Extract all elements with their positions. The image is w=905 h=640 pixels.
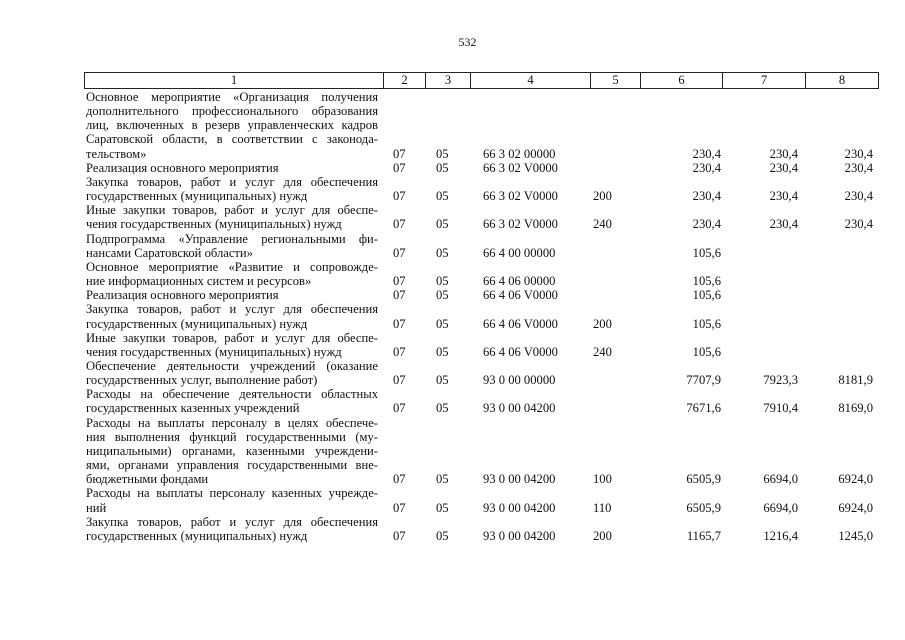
row-description: [86, 175, 378, 203]
cell-col-6: 7707,9: [686, 373, 721, 388]
row-description: [86, 387, 378, 415]
cell-col-2: 07: [393, 344, 406, 359]
cell-col-4: 66 4 00 00000: [483, 245, 556, 260]
table-row: [86, 161, 873, 175]
table-row: [86, 359, 873, 387]
description-line: Иные закупки товаров, работ и услуг для обеспе-: [86, 330, 378, 345]
cell-col-4: 66 4 06 V0000: [483, 344, 558, 359]
cell-col-7: 7910,4: [763, 401, 798, 416]
cell-col-3: 05: [436, 288, 449, 303]
cell-col-6: 105,6: [692, 288, 721, 303]
description-line: Иные закупки товаров, работ и услуг для обеспе-: [86, 203, 378, 218]
cell-col-5: 240: [593, 217, 612, 232]
description-line: ниципальными) органами, казенными учреждени-: [86, 443, 378, 458]
table-row: [86, 515, 873, 543]
cell-col-7: 230,4: [769, 160, 798, 175]
cell-col-7: 7923,3: [763, 373, 798, 388]
description-line: Подпрограмма «Управление региональными фи-: [86, 231, 378, 246]
cell-col-4: 93 0 00 04200: [483, 472, 556, 487]
cell-col-5: 200: [593, 189, 612, 204]
row-description: [86, 288, 378, 302]
description-line: Закупка товаров, работ и услуг для обеспечения: [86, 514, 378, 529]
header-col-1: 1: [230, 73, 238, 87]
cell-col-4: 93 0 00 04200: [483, 401, 556, 416]
cell-col-6: 105,6: [692, 274, 721, 289]
row-description: [86, 90, 378, 161]
description-line: тельством»: [86, 146, 147, 161]
description-line: Обеспечение деятельности учреждений (оказание: [86, 358, 378, 373]
description-line: государственных казенных учреждений: [86, 401, 300, 416]
table-body: [86, 90, 873, 543]
cell-col-8: 6924,0: [838, 500, 873, 515]
cell-col-3: 05: [436, 344, 449, 359]
cell-col-2: 07: [393, 146, 406, 161]
header-col-2: 2: [383, 73, 425, 88]
row-description: [86, 416, 378, 487]
cell-col-6: 1165,7: [686, 528, 721, 543]
cell-col-4: 66 3 02 V0000: [483, 217, 558, 232]
description-line: Реализация основного мероприятия: [86, 160, 279, 175]
cell-col-2: 07: [393, 401, 406, 416]
cell-col-2: 07: [393, 189, 406, 204]
description-line: чения государственных (муниципальных) нужд: [86, 217, 342, 232]
cell-col-2: 07: [393, 500, 406, 515]
cell-col-7: 1216,4: [763, 528, 798, 543]
row-description: [86, 203, 378, 231]
description-line: бюджетными фондами: [86, 472, 209, 487]
header-col-3: 3: [425, 73, 470, 88]
cell-col-3: 05: [436, 373, 449, 388]
cell-col-2: 07: [393, 373, 406, 388]
header-col-8: 8: [805, 73, 878, 88]
cell-col-7: 230,4: [769, 146, 798, 161]
description-line: ний: [86, 500, 107, 515]
cell-col-4: 66 4 06 V0000: [483, 288, 558, 303]
row-description: [86, 359, 378, 387]
cell-col-4: 93 0 00 04200: [483, 500, 556, 515]
cell-col-3: 05: [436, 401, 449, 416]
cell-col-4: 66 4 06 V0000: [483, 316, 558, 331]
cell-col-2: 07: [393, 274, 406, 289]
cell-col-3: 05: [436, 189, 449, 204]
table-row: [86, 288, 873, 302]
header-col-5: 5: [590, 73, 640, 88]
cell-col-8: 8169,0: [838, 401, 873, 416]
description-line: Реализация основного мероприятия: [86, 288, 279, 303]
description-line: чения государственных (муниципальных) нужд: [86, 344, 342, 359]
cell-col-7: 6694,0: [763, 500, 798, 515]
cell-col-5: 240: [593, 344, 612, 359]
cell-col-7: 230,4: [769, 217, 798, 232]
description-line: Расходы на выплаты персоналу казенных учрежде-: [86, 486, 378, 501]
cell-col-5: 100: [593, 472, 612, 487]
page-number: 532: [458, 35, 477, 49]
cell-col-7: 230,4: [769, 189, 798, 204]
header-col-6: 6: [640, 73, 722, 88]
cell-col-4: 66 3 02 00000: [483, 146, 556, 161]
description-line: государственных (муниципальных) нужд: [86, 189, 308, 204]
cell-col-2: 07: [393, 217, 406, 232]
cell-col-4: 66 3 02 V0000: [483, 189, 558, 204]
cell-col-8: 230,4: [844, 160, 873, 175]
cell-col-4: 93 0 00 00000: [483, 373, 556, 388]
cell-col-7: 6694,0: [763, 472, 798, 487]
cell-col-2: 07: [393, 528, 406, 543]
table-row: [86, 232, 873, 260]
row-description: [86, 515, 378, 543]
table-row: [86, 260, 873, 288]
description-line: государственных (муниципальных) нужд: [86, 316, 308, 331]
row-description: [86, 260, 378, 288]
cell-col-5: 200: [593, 528, 612, 543]
cell-col-6: 230,4: [692, 189, 721, 204]
table-header: [84, 72, 879, 89]
table-row: [86, 203, 873, 231]
cell-col-3: 05: [436, 528, 449, 543]
cell-col-2: 07: [393, 245, 406, 260]
cell-col-3: 05: [436, 160, 449, 175]
cell-col-8: 230,4: [844, 189, 873, 204]
table-row: [86, 175, 873, 203]
row-description: [86, 486, 378, 514]
description-line: дополнительного профессионального образования: [86, 104, 378, 119]
cell-col-6: 230,4: [692, 146, 721, 161]
description-line: Закупка товаров, работ и услуг для обеспечения: [86, 302, 378, 317]
cell-col-8: 230,4: [844, 217, 873, 232]
table-row: [86, 416, 873, 487]
row-description: [86, 161, 378, 175]
cell-col-3: 05: [436, 217, 449, 232]
table-row: [86, 387, 873, 415]
cell-col-3: 05: [436, 245, 449, 260]
cell-col-6: 230,4: [692, 217, 721, 232]
cell-col-8: 1245,0: [838, 528, 873, 543]
cell-col-8: 6924,0: [838, 472, 873, 487]
description-line: государственных услуг, выполнение работ): [86, 373, 318, 388]
description-line: лиц, включенных в резерв управленческих кадров: [86, 118, 378, 133]
row-description: [86, 232, 378, 260]
cell-col-6: 6505,9: [686, 500, 721, 515]
cell-col-4: 66 4 06 00000: [483, 274, 556, 289]
row-description: [86, 302, 378, 330]
cell-col-4: 93 0 00 04200: [483, 528, 556, 543]
cell-col-3: 05: [436, 274, 449, 289]
cell-col-3: 05: [436, 472, 449, 487]
cell-col-6: 7671,6: [686, 401, 721, 416]
description-line: Саратовской области, в соответствии с законода-: [86, 132, 378, 147]
cell-col-3: 05: [436, 146, 449, 161]
description-line: Расходы на выплаты персоналу в целях обеспече-: [86, 415, 378, 430]
cell-col-2: 07: [393, 472, 406, 487]
cell-col-8: 230,4: [844, 146, 873, 161]
description-line: Закупка товаров, работ и услуг для обеспечения: [86, 174, 378, 189]
cell-col-2: 07: [393, 160, 406, 175]
header-col-7: 7: [722, 73, 805, 88]
cell-col-6: 6505,9: [686, 472, 721, 487]
cell-col-5: 200: [593, 316, 612, 331]
cell-col-2: 07: [393, 288, 406, 303]
cell-col-6: 105,6: [692, 344, 721, 359]
cell-col-6: 105,6: [692, 316, 721, 331]
description-line: Основное мероприятие «Развитие и сопровожде-: [86, 259, 378, 274]
table-row: [86, 302, 873, 330]
cell-col-5: 110: [593, 500, 612, 515]
header-col-4: 4: [470, 73, 590, 88]
cell-col-6: 105,6: [692, 245, 721, 260]
cell-col-3: 05: [436, 500, 449, 515]
description-line: Расходы на обеспечение деятельности областных: [86, 387, 378, 402]
description-line: государственных (муниципальных) нужд: [86, 528, 308, 543]
cell-col-3: 05: [436, 316, 449, 331]
description-line: ние информационных систем и ресурсов»: [86, 274, 312, 289]
description-line: ния выполнения функций государственными (му-: [86, 429, 378, 444]
cell-col-2: 07: [393, 316, 406, 331]
cell-col-6: 230,4: [692, 160, 721, 175]
description-line: нансами Саратовской области»: [86, 245, 253, 260]
cell-col-8: 8181,9: [838, 373, 873, 388]
table-row: [86, 331, 873, 359]
row-description: [86, 331, 378, 359]
description-line: ями, органами управления государственными вне-: [86, 458, 378, 473]
cell-col-4: 66 3 02 V0000: [483, 160, 558, 175]
table-row: [86, 90, 873, 161]
description-line: Основное мероприятие «Организация получения: [86, 90, 378, 104]
table-row: [86, 486, 873, 514]
